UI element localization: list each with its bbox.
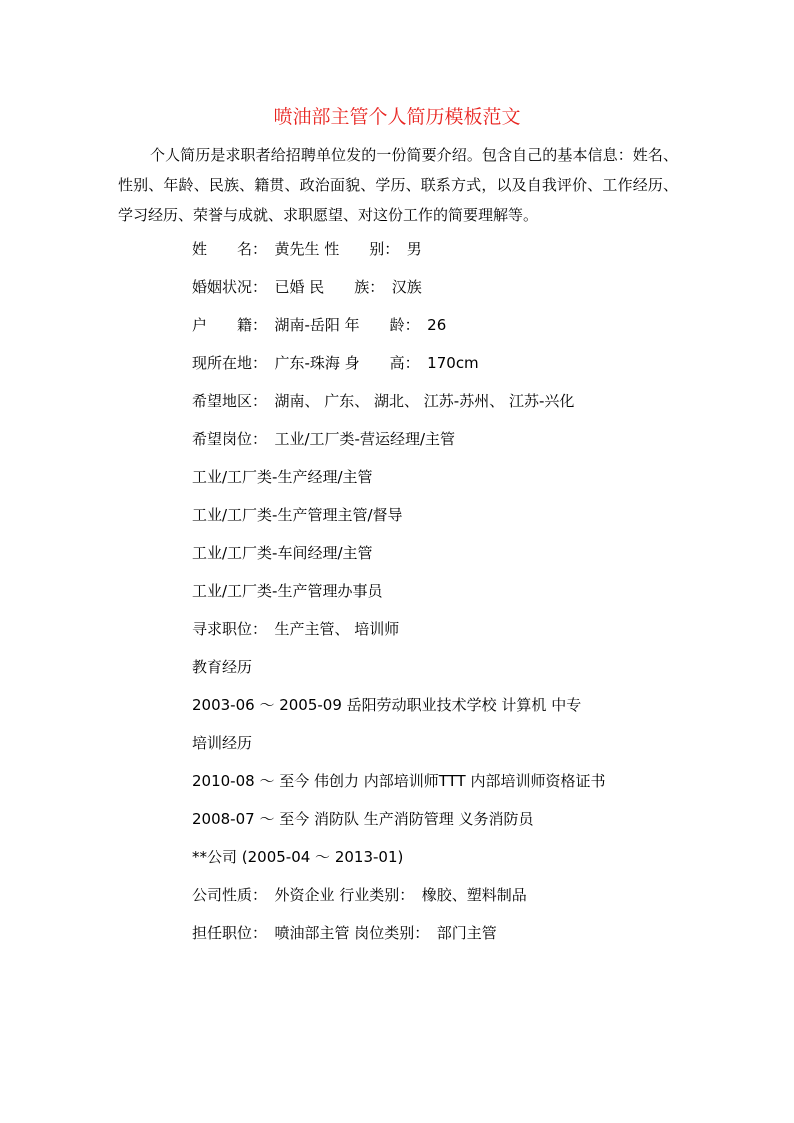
job-sought-line: 寻求职位： 生产主管、 培训师 — [192, 620, 400, 638]
education-heading: 教育经历 — [192, 658, 253, 676]
training-entry: 2008-07 ～ 至今 消防队 生产消防管理 义务消防员 — [192, 810, 534, 828]
intro-paragraph: 个人简历是求职者给招聘单位发的一份简要介绍。包含自己的基本信息：姓名、性别、年龄、民族、籍贯、政治面貌、学历、联系方式，以及自我评价、工作经历、学习经历、荣誉与成就、求职愿望、对这份工作的简要理解等。 — [118, 146, 678, 224]
marital-ethnicity-line: 婚姻状况： 已婚 民 族： 汉族 — [192, 278, 422, 296]
desired-position-item: 工业/工厂类-车间经理/主管 — [192, 544, 373, 562]
training-entry: 2010-08 ～ 至今 伟创力 内部培训师TTT 内部培训师资格证书 — [192, 772, 606, 790]
desired-position-item: 工业/工厂类-生产管理办事员 — [192, 582, 383, 600]
name-gender-line: 姓 名： 黄先生 性 别： 男 — [192, 240, 422, 258]
document-title: 喷油部主管个人简历模板范文 — [273, 106, 521, 128]
desired-position-item: 工业/工厂类-生产管理主管/督导 — [192, 506, 403, 524]
company-nature-line: 公司性质： 外资企业 行业类别： 橡胶、塑料制品 — [192, 886, 527, 904]
training-heading: 培训经历 — [192, 734, 253, 752]
hukou-age-line: 户 籍： 湖南-岳阳 年 龄： 26 — [192, 316, 447, 334]
desired-regions-line: 希望地区： 湖南、 广东、 湖北、 江苏-苏州、 江苏-兴化 — [192, 392, 575, 410]
desired-position-item: 工业/工厂类-生产经理/主管 — [192, 468, 373, 486]
resume-details — [192, 235, 752, 957]
desired-position-line: 希望岗位： 工业/工厂类-营运经理/主管 — [192, 430, 456, 448]
company-period-line: **公司 (2005-04 ～ 2013-01) — [192, 848, 404, 866]
location-height-line: 现所在地： 广东-珠海 身 高： 170cm — [192, 354, 479, 372]
position-held-line: 担任职位： 喷油部主管 岗位类别： 部门主管 — [192, 924, 497, 942]
education-entry: 2003-06 ～ 2005-09 岳阳劳动职业技术学校 计算机 中专 — [192, 696, 582, 714]
